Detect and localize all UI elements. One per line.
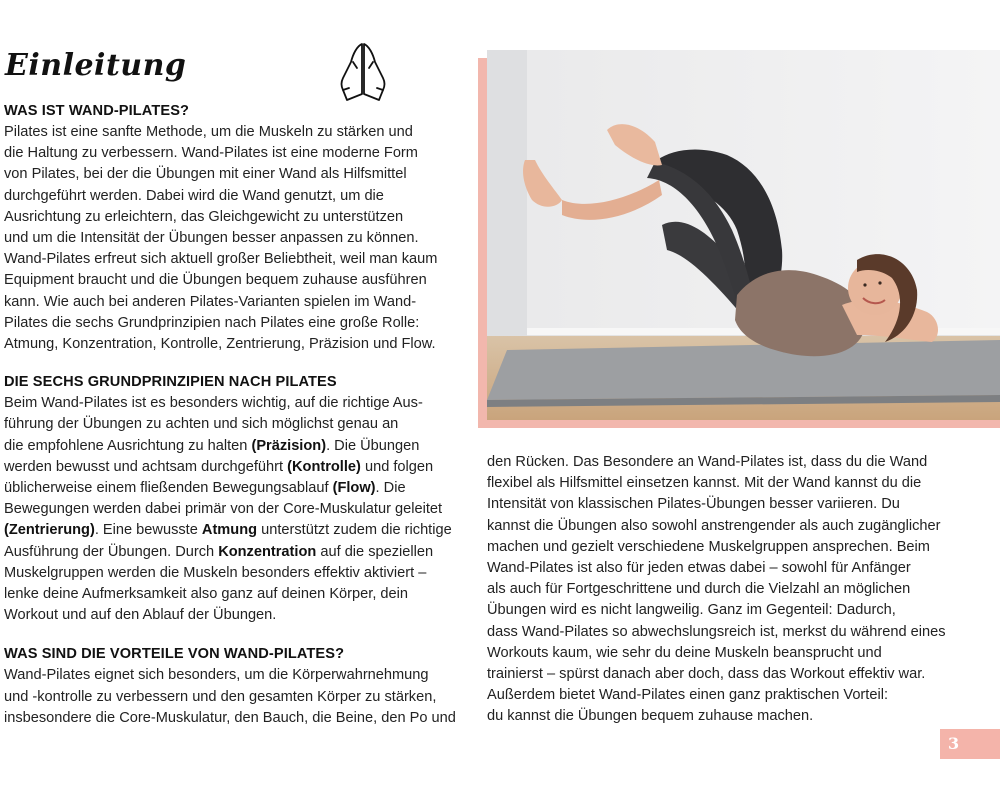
section-heading-was-ist: WAS IST WAND-PILATES? [4, 103, 190, 119]
text-line: Atmung, Konzentration, Kontrolle, Zentrierung, Präzision und Flow. [4, 336, 436, 353]
section-heading-grundprinzipien: DIE SECHS GRUNDPRINZIPIEN NACH PILATES [4, 374, 337, 391]
right-column [487, 452, 987, 728]
text-line: von Pilates, bei der die Übungen mit einer Wand als Hilfsmittel [4, 166, 407, 183]
text-line: insbesondere die Core-Muskulatur, den Bauch, die Beine, den Po und [4, 709, 456, 726]
text-line: Wand-Pilates ist also für jeden etwas dabei – sowohl für Anfänger [487, 560, 911, 577]
page-title: Einleitung [5, 48, 187, 83]
text-line: Ausrichtung zu erleichtern, das Gleichgewicht zu unterstützen [4, 208, 404, 225]
paragraph-grundprinzipien [4, 393, 476, 626]
text-line: kann. Wie auch bei anderen Pilates-Varianten spielen im Wand- [4, 293, 417, 310]
keyword-zentrierung: (Zentrierung) [4, 522, 95, 539]
text-line: üblicherweise einem fließenden Bewegungsablauf (Flow). Die [4, 480, 406, 497]
paragraph-vorteile [4, 665, 476, 729]
text-line: Workouts kaum, wie sehr du deine Muskeln beansprucht und [487, 644, 882, 661]
text-line: Pilates die sechs Grundprinzipien nach Pilates eine große Rolle: [4, 314, 420, 331]
keyword-konzentration: Konzentration [218, 543, 317, 560]
text-line: und um die Intensität der Übungen besser anpassen zu können. [4, 230, 419, 247]
text-line: (Zentrierung). Eine bewusste Atmung unterstützt zudem die richtige [4, 522, 452, 539]
text-line: den Rücken. Das Besondere an Wand-Pilates ist, dass du die Wand [487, 454, 928, 470]
left-column [4, 101, 476, 729]
text-line: du kannst die Übungen bequem zuhause machen. [487, 708, 814, 725]
text-line: die Haltung zu verbessern. Wand-Pilates ist eine moderne Form [4, 145, 418, 162]
text-line: machen und gezielt verschiedene Muskelgruppen ansprechen. Beim [487, 538, 930, 555]
text-line: trainierst – spürst danach aber doch, dass das Workout effektiv war. [487, 666, 926, 683]
keyword-praezision: (Präzision) [251, 437, 327, 454]
wall-pilates-photo [487, 50, 1000, 420]
woman-doing-wall-pilates-illustration [487, 50, 1000, 420]
text-line: Equipment braucht und die Übungen bequem zuhause ausführen [4, 272, 427, 289]
text-line: Intensität von klassischen Pilates-Übungen besser variieren. Du [487, 496, 900, 513]
text-line: Muskelgruppen werden die Muskeln besonders effektiv aktiviert – [4, 564, 427, 581]
text-line: Außerdem bietet Wand-Pilates einen ganz praktischen Vorteil: [487, 687, 888, 704]
section-heading-vorteile: WAS SIND DIE VORTEILE VON WAND-PILATES? [4, 646, 345, 663]
text-line: Beim Wand-Pilates ist es besonders wichtig, auf die richtige Aus- [4, 395, 423, 412]
praying-hands-icon [335, 38, 391, 102]
paragraph-was-ist [4, 122, 476, 355]
keyword-atmung: Atmung [201, 522, 258, 539]
text-line: durchgeführt werden. Dabei wird die Wand genutzt, um die [4, 187, 384, 204]
text-line: führung der Übungen zu achten und sich möglichst genau an [4, 416, 399, 433]
text-line: werden bewusst und achtsam durchgeführt (Kontrolle) und folgen [4, 458, 434, 475]
text-line: Wand-Pilates erfreut sich aktuell großer Beliebtheit, weil man kaum [4, 251, 438, 268]
page-number: 3 [940, 729, 1000, 759]
text-line: lenke deine Aufmerksamkeit also ganz auf deinen Körper, dein [4, 586, 409, 603]
keyword-flow: (Flow) [332, 480, 376, 497]
text-line: flexibel als Hilfsmittel einsetzen kannst. Mit der Wand kannst du die [487, 475, 922, 492]
text-line: Pilates ist eine sanfte Methode, um die Muskeln zu stärken und [4, 124, 413, 140]
text-line: Wand-Pilates eignet sich besonders, um die Körperwahrnehmung [4, 667, 429, 684]
text-line: kannst die Übungen also sowohl anstrengender als auch zugänglicher [487, 517, 941, 534]
text-line: Übungen wird es nicht langweilig. Ganz im Gegenteil: Dadurch, [487, 602, 896, 619]
text-line: die empfohlene Ausrichtung zu halten (Präzision). Die Übungen [4, 437, 420, 454]
text-line: dass Wand-Pilates so abwechslungsreich ist, merkst du während eines [487, 623, 946, 640]
text-line: Workout und auf den Ablauf der Übungen. [4, 607, 277, 624]
text-line: und -kontrolle zu verbessern und den gesamten Körper zu stärken, [4, 688, 437, 705]
keyword-kontrolle: (Kontrolle) [287, 458, 361, 475]
paragraph-vorteile-continued [487, 452, 987, 728]
text-line: als auch für Fortgeschrittene und durch die Vielzahl an möglichen [487, 581, 911, 598]
text-line: Bewegungen werden dabei primär von der Core-Muskulatur geleitet [4, 501, 443, 518]
text-line: Ausführung der Übungen. Durch Konzentration auf die speziellen [4, 543, 434, 560]
